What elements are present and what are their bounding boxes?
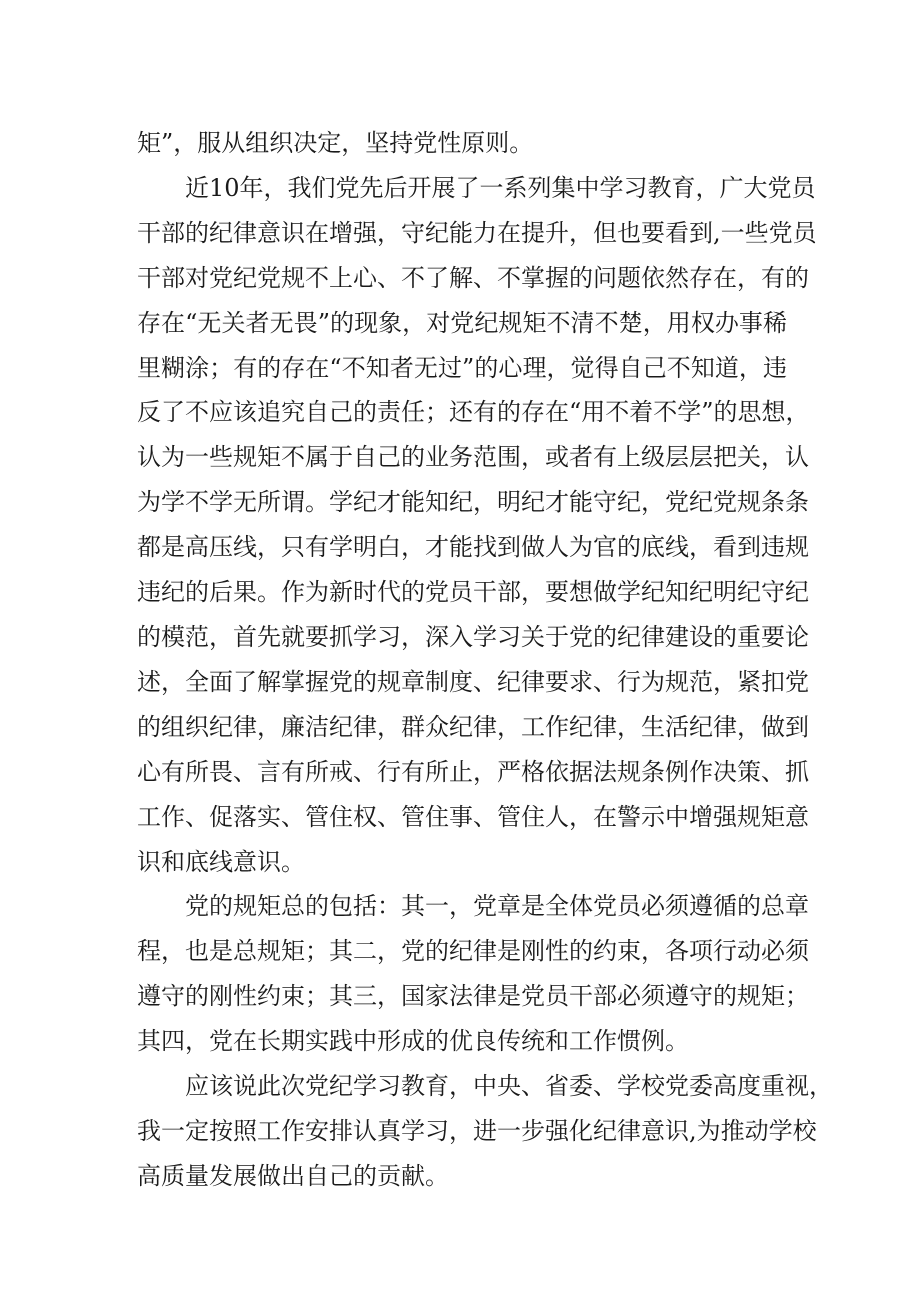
text-line: 认为一些规矩不属于自己的业务范围，或者有上级层层把关，认 (137, 443, 809, 472)
text-line: 近10年，我们党先后开展了一系列集中学习教育，广大党员 (185, 173, 816, 202)
text-line: 的模范，首先就要抓学习，深入学习关于党的纪律建设的重要论 (137, 622, 809, 651)
text-line: 心有所畏、言有所戒、行有所止，严格依据法规条例作决策、抓 (137, 757, 809, 786)
text-line: 遵守的刚性约束；其三，国家法律是党员干部必须遵守的规矩； (137, 982, 809, 1011)
paragraph-conclusion (137, 1064, 833, 1199)
paragraph-party-rules (137, 884, 809, 1064)
text-line: 矩”，服从组织决定，坚持党性原则。 (137, 129, 534, 157)
text-line: 我一定按照工作安排认真学习，进一步强化纪律意识,为推动学校 (137, 1116, 817, 1145)
text-line: 程，也是总规矩；其二，党的纪律是刚性的约束，各项行动必须 (137, 937, 809, 966)
text-line: 工作、促落实、管住权、管住事、管住人，在警示中增强规矩意 (137, 802, 809, 831)
text-line: 识和底线意识。 (137, 847, 305, 876)
text-line: 应该说此次党纪学习教育，中央、省委、学校党委高度重视， (185, 1072, 833, 1101)
text-line: 里糊涂；有的存在“不知者无过”的心理，觉得自己不知道，违 (137, 353, 787, 382)
text-line: 都是高压线，只有学明白，才能找到做人为官的底线，看到违规 (137, 533, 809, 562)
text-line: 党的规矩总的包括：其一，党章是全体党员必须遵循的总章 (185, 892, 809, 921)
paragraph-continuation (137, 121, 787, 166)
document-body (137, 121, 833, 1199)
text-line: 反了不应该追究自己的责任；还有的存在“用不着不学”的思想， (137, 398, 810, 427)
text-line: 存在“无关者无畏”的现象，对党纪规矩不清不楚，用权办事稀 (137, 308, 787, 337)
text-line: 为学不学无所谓。学纪才能知纪，明纪才能守纪，党纪党规条条 (137, 488, 809, 517)
text-line: 干部对党纪党规不上心、不了解、不掌握的问题依然存在，有的 (137, 263, 809, 292)
text-line: 的组织纪律，廉洁纪律，群众纪律，工作纪律，生活纪律，做到 (137, 712, 809, 741)
text-line: 述，全面了解掌握党的规章制度、纪律要求、行为规范，紧扣党 (137, 667, 809, 696)
text-line: 违纪的后果。作为新时代的党员干部，要想做学纪知纪明纪守纪 (137, 578, 809, 607)
text-line: 其四，党在长期实践中形成的优良传统和工作惯例。 (137, 1027, 689, 1056)
text-line: 干部的纪律意识在增强，守纪能力在提升，但也要看到,一些党员 (137, 218, 817, 247)
text-line: 高质量发展做出自己的贡献。 (137, 1161, 449, 1190)
paragraph-discipline-awareness (137, 166, 817, 885)
